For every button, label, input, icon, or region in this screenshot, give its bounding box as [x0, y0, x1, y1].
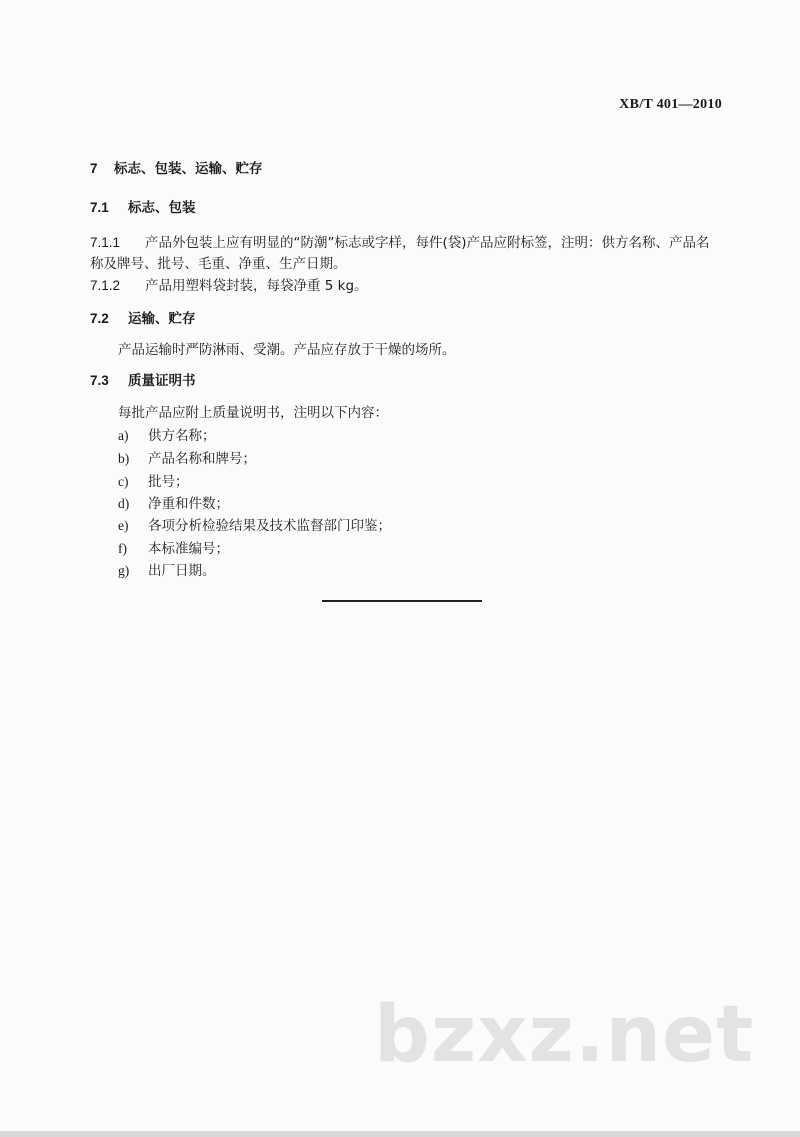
list-letter: d) [118, 496, 130, 511]
section-number: 7.2 [90, 311, 109, 326]
section-7-1-heading [90, 196, 196, 216]
section-number: 7 [90, 161, 98, 176]
list-item [118, 424, 216, 444]
clause-text: 产品外包装上应有明显的“防潮”标志或字样，每件(袋)产品应附标签，注明：供方名称、产品名 [145, 235, 710, 251]
clause-7-1-1-line1 [90, 231, 710, 251]
clause-7-1-1-line2: 称及牌号、批号、毛重、净重、生产日期。 [90, 256, 347, 272]
list-text: 批号； [148, 474, 189, 490]
section-title: 质量证明书 [128, 373, 196, 389]
clause-number: 7.1.1 [90, 235, 121, 250]
list-item [118, 492, 229, 512]
list-item [118, 514, 391, 534]
end-rule-divider [322, 600, 482, 602]
list-text: 各项分析检验结果及技术监督部门印鉴； [148, 518, 391, 534]
clause-text: 产品用塑料袋封装，每袋净重 5 kg。 [145, 278, 368, 294]
section-title: 标志、包装、运输、贮存 [114, 161, 263, 177]
list-text: 产品名称和牌号； [148, 451, 256, 467]
list-item [118, 447, 256, 467]
list-text: 供方名称； [148, 428, 216, 444]
page-bottom-edge [0, 1131, 800, 1137]
list-text: 本标准编号； [148, 541, 229, 557]
section-number: 7.3 [90, 373, 109, 388]
list-letter: b) [118, 451, 130, 466]
section-7-3-heading [90, 369, 196, 389]
list-item [118, 537, 229, 557]
list-letter: c) [118, 474, 129, 489]
clause-number: 7.1.2 [90, 278, 121, 293]
list-letter: a) [118, 428, 129, 443]
watermark: bzxz.net [374, 990, 755, 1080]
section-7-2-heading [90, 307, 196, 327]
clause-7-1-2 [90, 274, 368, 294]
list-item [118, 470, 189, 490]
section-title: 标志、包装 [128, 200, 196, 216]
list-item [118, 559, 216, 579]
section-number: 7.1 [90, 200, 109, 215]
section-7-2-text: 产品运输时严防淋雨、受潮。产品应存放于干燥的场所。 [118, 342, 456, 358]
section-title: 运输、贮存 [128, 311, 196, 327]
list-text: 净重和件数； [148, 496, 229, 512]
list-text: 出厂日期。 [148, 563, 216, 579]
list-letter: g) [118, 563, 130, 578]
standard-code: XB/T 401—2010 [619, 97, 722, 112]
section-7-3-intro: 每批产品应附上质量说明书，注明以下内容： [118, 405, 388, 421]
list-letter: f) [118, 541, 127, 556]
section-7-heading [90, 157, 263, 177]
list-letter: e) [118, 518, 129, 533]
